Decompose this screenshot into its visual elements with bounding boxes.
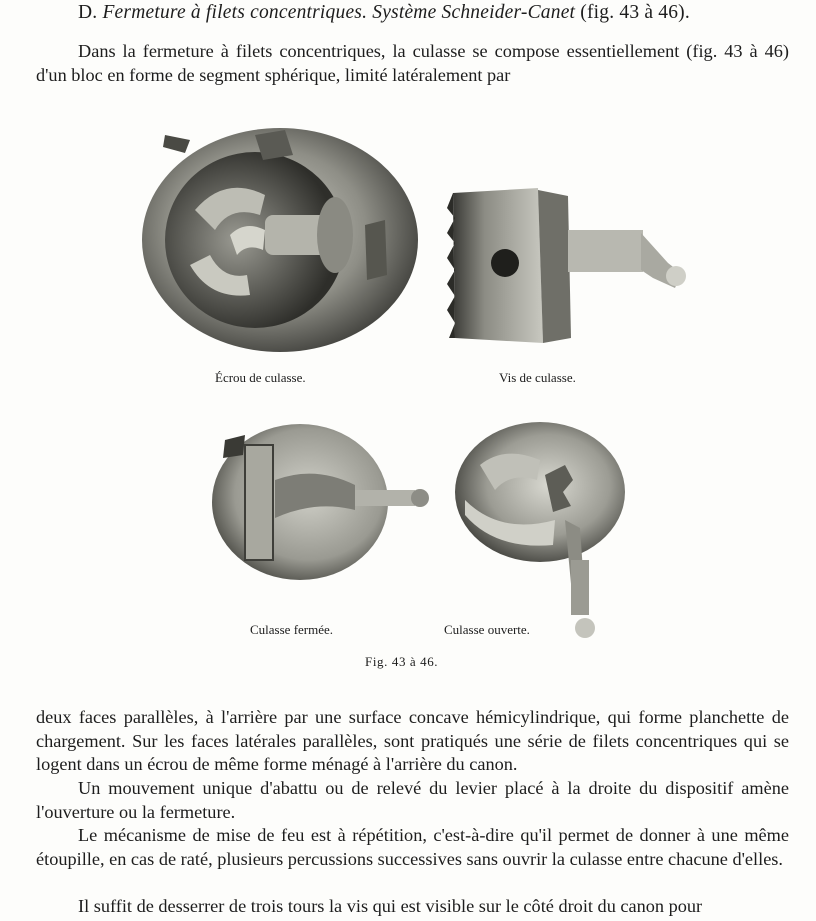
body-paragraph-3: Le mécanisme de mise de feu est à répétition, c'est-à-dire qu'il permet de donner à une même étoupille, en cas de raté, plusieurs percussions successives sans ouvrir la culasse entre chacune d'elles.: [36, 825, 789, 869]
section-letter: D.: [78, 2, 98, 23]
vis-de-culasse-illustration: [443, 178, 690, 350]
section-heading: [78, 2, 690, 24]
culasse-fermee-illustration: [205, 420, 430, 582]
body-paragraph-4: Il suffit de desserrer de trois tours la vis qui est visible sur le côté droit du canon pour: [78, 896, 703, 916]
culasse-ouverte-illustration: [445, 420, 625, 642]
body-paragraph-1: deux faces parallèles, à l'arrière par une surface concave hémicylindrique, qui forme planchette de chargement. Sur les faces latérales parallèles, sont pratiqués une série de filets concentriques qui se logent dans un écrou de même forme ménagé à l'arrière du canon.: [36, 707, 789, 774]
section-figure-reference: (fig. 43 à 46).: [580, 2, 690, 23]
figure-caption-2: Vis de culasse.: [499, 370, 576, 385]
figure-number-caption: Fig. 43 à 46.: [365, 654, 439, 669]
figure-caption-4: Culasse ouverte.: [444, 622, 530, 637]
figure-caption-3: Culasse fermée.: [250, 622, 334, 637]
ecrou-de-culasse-illustration: [135, 115, 425, 360]
section-title: Fermeture à filets concentriques. Système Schneider-Canet: [102, 2, 576, 23]
figure-caption-1: Écrou de culasse.: [215, 370, 306, 385]
body-paragraph-2: Un mouvement unique d'abattu ou de relevé du levier placé à la droite du dispositif amène l'ouverture ou la fermeture.: [36, 778, 789, 822]
intro-paragraph: Dans la fermeture à filets concentriques, la culasse se compose essentiellement (fig. 43 à 46) d'un bloc en forme de segment sphérique, limité latéralement par: [36, 41, 789, 85]
